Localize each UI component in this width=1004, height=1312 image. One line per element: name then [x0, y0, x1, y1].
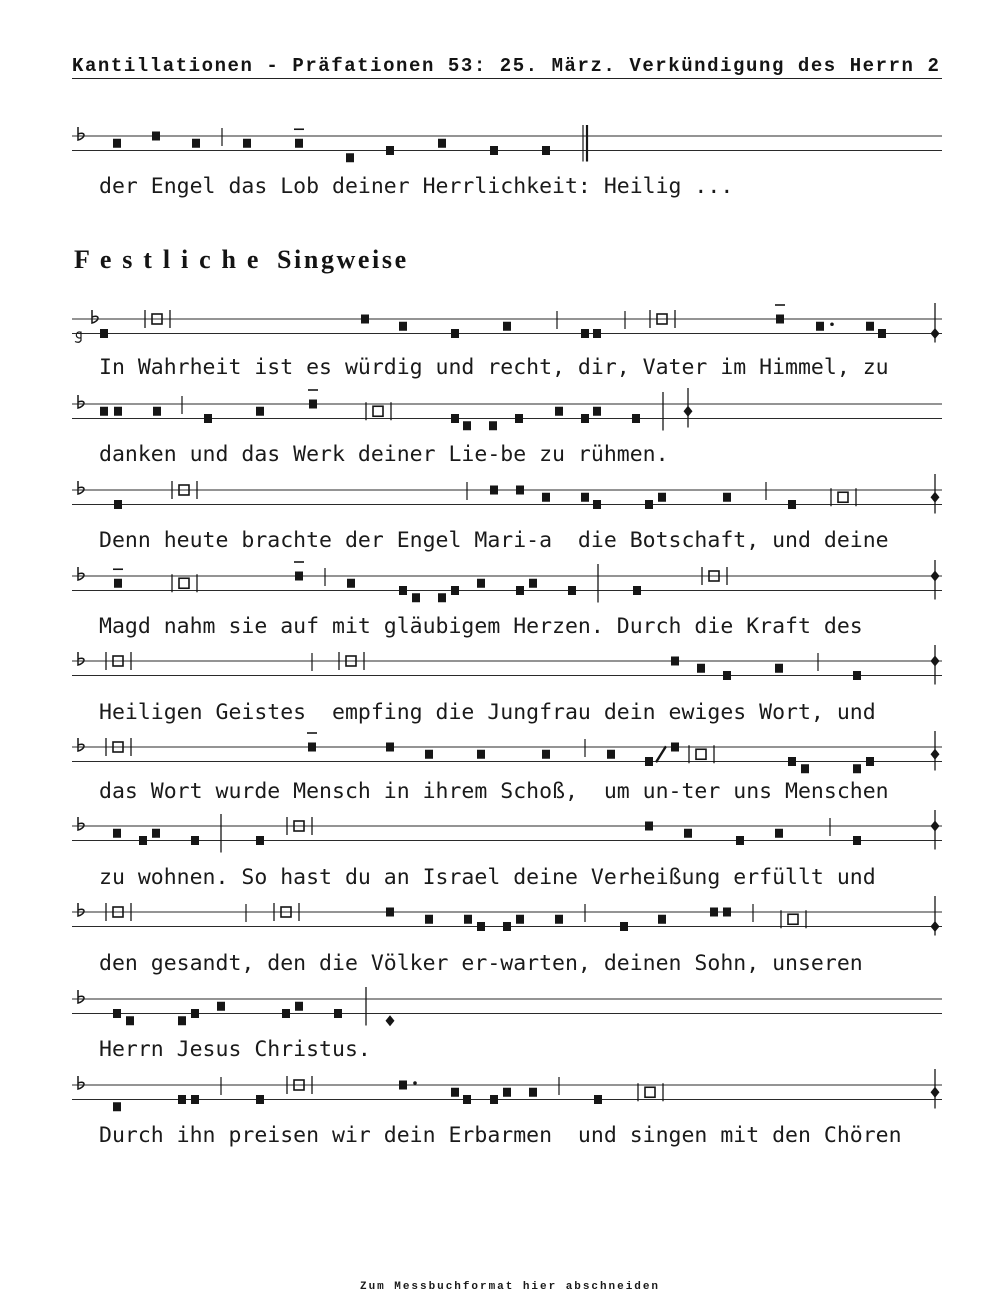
flat-sign — [78, 990, 84, 1003]
neume-note — [555, 915, 563, 924]
neume-note — [853, 836, 861, 845]
flat-sign — [78, 1076, 84, 1089]
lyric-line: den gesandt, den die Völker er-warten, deinen Sohn, unseren — [99, 951, 863, 976]
neume-note — [204, 414, 212, 423]
neume-note — [542, 493, 550, 502]
neume-note — [386, 743, 394, 752]
final-note — [386, 1015, 395, 1026]
flat-sign — [78, 903, 84, 916]
flat-sign — [78, 817, 84, 830]
neume-note — [503, 322, 511, 331]
final-note — [931, 749, 940, 760]
neume-note — [568, 586, 576, 595]
lyric-line: Durch ihn preisen wir dein Erbarmen und singen mit den Chören — [99, 1123, 902, 1148]
neume-note — [490, 486, 498, 495]
neume-note — [192, 139, 200, 148]
neume-note — [736, 836, 744, 845]
neume-note — [515, 414, 523, 423]
flat-sign — [78, 738, 84, 751]
mora-dot — [413, 1081, 417, 1085]
page-header-title: Kantillationen - Präfationen 53: 25. März. Verkündigung des Herrn 2 — [72, 55, 941, 77]
neume-note — [866, 757, 874, 766]
neume-note — [243, 139, 251, 148]
neume-note — [399, 1081, 407, 1090]
cut-line-note: Zum Messbuchformat hier abschneiden — [360, 1281, 660, 1293]
neume-note — [489, 421, 497, 430]
neume-note — [451, 1088, 459, 1097]
neume-note — [529, 579, 537, 588]
neume-note — [114, 579, 122, 588]
neume-note — [555, 407, 563, 416]
neume-note — [100, 329, 108, 338]
neume-note — [645, 757, 653, 766]
neume-note — [632, 414, 640, 423]
final-note — [931, 492, 940, 503]
neume-note — [878, 329, 886, 338]
neume-note — [671, 657, 679, 666]
neume-note — [607, 750, 615, 759]
neume-note — [801, 764, 809, 773]
neume-note — [334, 1009, 342, 1018]
neume-note — [645, 500, 653, 509]
flat-sign — [78, 567, 84, 580]
neume-note — [451, 586, 459, 595]
flat-sign — [78, 395, 84, 408]
neume-note — [113, 139, 121, 148]
neume-note — [451, 329, 459, 338]
neume-note — [256, 836, 264, 845]
neume-note — [256, 407, 264, 416]
neume-note — [463, 421, 471, 430]
neume-note — [516, 915, 524, 924]
neume-note — [723, 493, 731, 502]
neume-note — [594, 1095, 602, 1104]
lyric-line: Herrn Jesus Christus. — [99, 1037, 371, 1062]
section-heading-spaced: F e s t l i c h e — [74, 245, 261, 274]
recitation-box — [179, 578, 189, 588]
neume-note — [153, 407, 161, 416]
neume-note — [347, 579, 355, 588]
neume-note — [697, 664, 705, 673]
neume-note — [581, 414, 589, 423]
neume-note — [593, 500, 601, 509]
lyric-line: zu wohnen. So hast du an Israel deine Verheißung erfüllt und — [99, 865, 876, 890]
neume-note — [464, 915, 472, 924]
neume-note — [178, 1016, 186, 1025]
neume-note — [425, 915, 433, 924]
section-heading-rest: Singweise — [277, 245, 409, 274]
neume-note — [581, 493, 589, 502]
neume-note — [593, 329, 601, 338]
neume-note — [684, 829, 692, 838]
recitation-box — [838, 492, 848, 502]
neume-note — [438, 593, 446, 602]
recitation-box — [696, 749, 706, 759]
neume-note — [114, 407, 122, 416]
neume-note — [503, 1088, 511, 1097]
neume-note — [191, 1009, 199, 1018]
neume-note — [593, 407, 601, 416]
neume-note — [503, 922, 511, 931]
neume-note — [658, 493, 666, 502]
lyric-line: Heiligen Geistes empfing die Jungfrau dein ewiges Wort, und — [99, 700, 876, 725]
neume-note — [386, 908, 394, 917]
flat-sign — [78, 127, 84, 140]
neume-note — [412, 593, 420, 602]
neume-note — [178, 1095, 186, 1104]
neume-note — [113, 1009, 121, 1018]
neume-note — [295, 139, 303, 148]
neume-note — [477, 922, 485, 931]
final-note — [931, 921, 940, 932]
final-note — [931, 656, 940, 667]
lyric-line: Denn heute brachte der Engel Mari-a die Botschaft, und deine — [99, 528, 889, 553]
neume-note — [866, 322, 874, 331]
neume-note — [788, 757, 796, 766]
final-note — [931, 1087, 940, 1098]
neume-note — [620, 922, 628, 931]
neume-note — [126, 1016, 134, 1025]
mora-dot — [830, 322, 834, 326]
neume-note — [113, 1102, 121, 1111]
neume-note — [645, 822, 653, 831]
neume-note — [217, 1002, 225, 1011]
lyric-line: das Wort wurde Mensch in ihrem Schoß, um un-ter uns Menschen — [99, 779, 889, 804]
neume-note — [542, 750, 550, 759]
neume-note — [282, 1009, 290, 1018]
neume-note — [100, 407, 108, 416]
neume-note — [633, 586, 641, 595]
neume-note — [425, 750, 433, 759]
neume-note — [114, 500, 122, 509]
neume-note — [152, 829, 160, 838]
neume-note — [490, 146, 498, 155]
lyric-line: danken und das Werk deiner Lie-be zu rühmen. — [99, 442, 669, 467]
neume-note — [451, 414, 459, 423]
lyric-line: Magd nahm sie auf mit gläubigem Herzen. Durch die Kraft des — [99, 614, 863, 639]
neume-note — [256, 1095, 264, 1104]
neume-note — [853, 764, 861, 773]
neume-note — [346, 153, 354, 162]
neume-note — [438, 139, 446, 148]
recitation-box — [373, 406, 383, 416]
neume-note — [113, 829, 121, 838]
neume-note — [542, 146, 550, 155]
flat-sign — [92, 310, 98, 323]
header-rule — [72, 78, 942, 79]
lyric-line-intro: der Engel das Lob deiner Herrlichkeit: Heilig ... — [99, 174, 734, 199]
neume-note — [477, 579, 485, 588]
neume-note — [816, 322, 824, 331]
recitation-box — [788, 914, 798, 924]
neume-note — [477, 750, 485, 759]
neume-note — [775, 829, 783, 838]
neume-note — [295, 572, 303, 581]
neume-note — [658, 915, 666, 924]
neume-note — [386, 146, 394, 155]
liquescent-stroke — [656, 746, 666, 762]
neume-note — [191, 1095, 199, 1104]
final-note — [931, 328, 940, 339]
neume-note — [490, 1095, 498, 1104]
neume-note — [152, 132, 160, 141]
neume-note — [581, 329, 589, 338]
neume-note — [399, 322, 407, 331]
neume-note — [399, 586, 407, 595]
neume-note — [529, 1088, 537, 1097]
neume-note — [463, 1095, 471, 1104]
final-note — [931, 821, 940, 832]
neume-note — [516, 486, 524, 495]
final-note — [931, 571, 940, 582]
neume-note — [295, 1002, 303, 1011]
neume-note — [191, 836, 199, 845]
recitation-box — [645, 1087, 655, 1097]
neume-note — [671, 743, 679, 752]
neume-note — [361, 315, 369, 324]
neume-note — [309, 400, 317, 409]
neume-note — [775, 664, 783, 673]
flat-sign — [78, 652, 84, 665]
neume-note — [710, 908, 718, 917]
neume-note — [853, 671, 861, 680]
neume-note — [723, 671, 731, 680]
neume-note — [516, 586, 524, 595]
neume-note — [139, 836, 147, 845]
neume-note — [776, 315, 784, 324]
final-note — [684, 406, 693, 417]
neume-note — [308, 743, 316, 752]
neume-note — [723, 908, 731, 917]
flat-sign — [78, 481, 84, 494]
lyric-line: In Wahrheit ist es würdig und recht, dir, Vater im Himmel, zu — [99, 355, 889, 380]
neume-note — [788, 500, 796, 509]
